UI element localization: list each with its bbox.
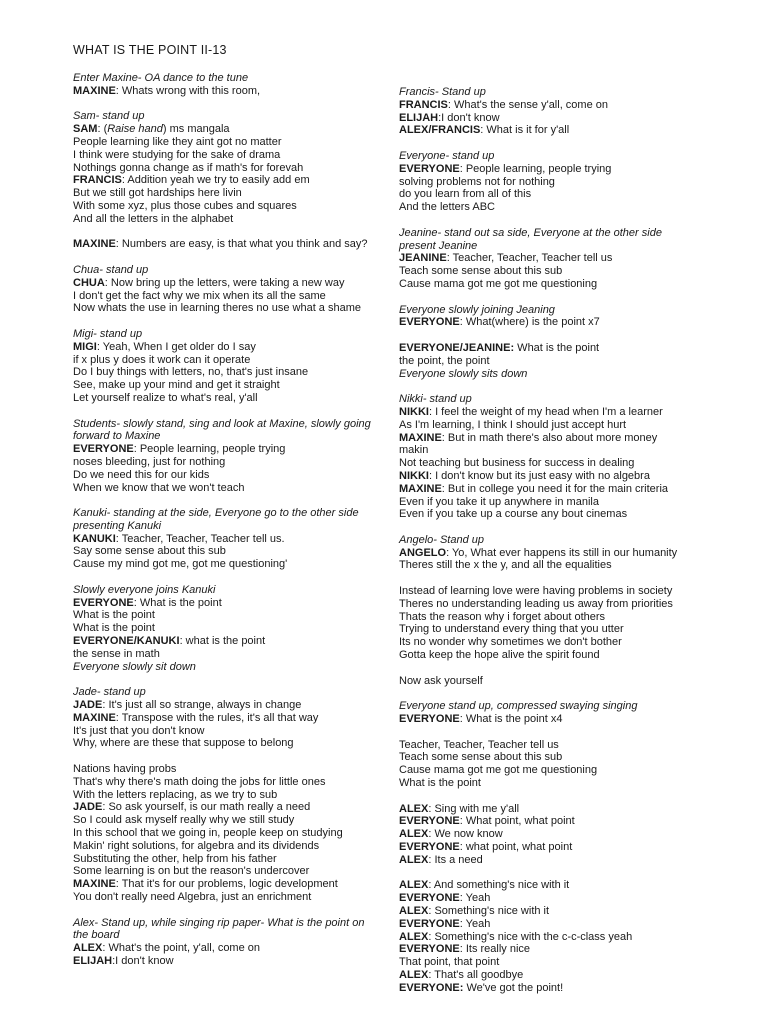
script-block	[73, 418, 373, 495]
dialogue-line	[399, 828, 699, 841]
stage-direction: Slowly everyone joins Kanuki	[73, 583, 216, 596]
dialogue-line	[73, 238, 373, 251]
speaker-name: JADE	[73, 801, 103, 814]
lyric-line: makin	[399, 444, 429, 457]
dialogue-text: : I don't know but its just easy with no algebra	[428, 469, 650, 482]
dialogue-text: : what point, what point	[459, 841, 573, 854]
speaker-name: NIKKI	[399, 469, 429, 482]
speaker-name: CHUA	[73, 276, 105, 289]
lyric-line: And all the letters in the alphabet	[73, 212, 234, 225]
lyric-line: if x plus y does it work can it operate	[73, 353, 251, 366]
script-block	[73, 763, 373, 904]
lyric-line: Cause mama got me got me questioning	[399, 764, 598, 777]
stage-direction: Everyone slowly joining Jeaning	[399, 303, 555, 316]
dialogue-text: : Yeah	[459, 892, 491, 905]
dialogue-line	[399, 943, 699, 956]
script-block	[399, 393, 699, 521]
dialogue-line	[399, 931, 699, 944]
lyric-line: With the letters replacing, as we try to sub	[73, 788, 278, 801]
dialogue-line	[73, 955, 373, 968]
dialogue-line	[399, 547, 699, 560]
dialogue-text: : It's just all so strange, always in change	[102, 699, 302, 712]
dialogue-text: : We now know	[428, 828, 503, 841]
speaker-name: MAXINE	[73, 238, 116, 251]
lyric-line: Thats the reason why i forget about others	[399, 610, 606, 623]
dialogue-text: : Yeah, When I get older do I say	[96, 340, 256, 353]
dialogue-line	[399, 112, 699, 125]
lyric-line: Instead of learning love were having problems in society	[399, 585, 673, 598]
dialogue-line	[73, 699, 373, 712]
speaker-name: SAM	[73, 123, 98, 136]
lyric-line: I think were studying for the sake of drama	[73, 148, 281, 161]
lyric-line: Say some sense about this sub	[73, 545, 226, 558]
speaker-name: EVERYONE:	[399, 981, 464, 994]
lyric-line: Now ask yourself	[399, 674, 483, 687]
dialogue-text: : But in math there's also about more money	[441, 431, 658, 444]
dialogue-line	[73, 341, 373, 354]
stage-direction: Chua- stand up	[73, 263, 149, 276]
script-block	[399, 150, 699, 214]
stage-direction: Francis- Stand up	[399, 86, 486, 98]
lyric-line: Some learning is on but the reason's undercover	[73, 865, 310, 878]
dialogue-text: : Sing with me y'all	[428, 802, 520, 815]
dialogue-text: : What is the point	[133, 596, 222, 609]
dialogue-line	[73, 443, 373, 456]
dialogue-line	[73, 597, 373, 610]
lyric-line: When we know that we won't teach	[73, 481, 245, 494]
dialogue-line	[399, 470, 699, 483]
speaker-name: EVERYONE	[399, 892, 460, 905]
dialogue-line	[73, 533, 373, 546]
dialogue-text: : Now bring up the letters, were taking a new way	[104, 276, 345, 289]
dialogue-line	[73, 635, 373, 648]
lyric-line: Why, where are these that suppose to belong	[73, 737, 294, 750]
lyric-line: See, make up your mind and get it straight	[73, 379, 280, 392]
speaker-name: ELIJAH	[399, 111, 439, 124]
dialogue-line	[399, 124, 699, 137]
dialogue-text: : But in college you need it for the main criteria	[441, 482, 669, 495]
lyric-line: But we still got hardships here livin	[73, 187, 242, 200]
speaker-name: MAXINE	[73, 711, 116, 724]
dialogue-text: : What's the sense y'all, come on	[447, 98, 608, 111]
dialogue-line	[399, 815, 699, 828]
script-block	[399, 227, 699, 291]
dialogue-text: : Transpose with the rules, it's all that way	[115, 711, 319, 724]
speaker-name: MIGI	[73, 340, 97, 353]
dialogue-text: : Whats wrong with this room,	[115, 84, 261, 97]
speaker-name: ALEX	[399, 802, 429, 815]
dialogue-text: : what is the point	[179, 635, 266, 648]
speaker-name: EVERYONE	[399, 841, 460, 854]
lyric-line: Substituting the other, help from his father	[73, 852, 277, 865]
dialogue-text: : What(where) is the point x7	[459, 316, 600, 329]
inline-direction: Raise hand	[107, 123, 163, 136]
dialogue-text: : What is it for y'all	[480, 124, 570, 137]
dialogue-line	[399, 406, 699, 419]
dialogue-text: : Yo, What ever happens its still in our humanity	[446, 546, 678, 559]
speaker-name: JADE	[73, 699, 103, 712]
dialogue-text: : What point, what point	[459, 815, 575, 828]
dialogue-line	[73, 85, 373, 98]
dialogue-line	[399, 803, 699, 816]
lyric-line: Trying to understand every thing that you utter	[399, 623, 624, 636]
dialogue-text: We've got the point!	[463, 981, 564, 994]
lyric-line: Its no wonder why sometimes we don't bother	[399, 636, 622, 649]
dialogue-text: :I don't know	[438, 111, 500, 124]
script-block	[399, 879, 699, 994]
speaker-name: FRANCIS	[399, 98, 448, 111]
speaker-name: ALEX	[399, 905, 429, 917]
lyric-line: People learning like they aint got no matter	[73, 135, 282, 148]
dialogue-line	[399, 342, 699, 355]
dialogue-text: : Addition yeah we try to easily add em	[121, 174, 310, 187]
dialogue-line	[399, 483, 699, 496]
speaker-name: EVERYONE	[73, 443, 134, 456]
speaker-name: MAXINE	[399, 431, 442, 444]
script-block	[399, 534, 699, 572]
lyric-line: You don't really need Algebra, just an enrichment	[73, 891, 312, 903]
dialogue-line	[73, 174, 373, 187]
dialogue-line	[399, 879, 699, 892]
dialogue-line	[399, 252, 699, 265]
speaker-name: EVERYONE	[399, 943, 460, 956]
script-block	[399, 739, 699, 790]
lyric-line: Theres no understanding leading us away from priorities	[399, 597, 673, 610]
script-block	[399, 700, 699, 726]
dialogue-text: ) ms mangala	[162, 123, 230, 136]
stage-direction: Everyone- stand up	[399, 149, 495, 162]
dialogue-text: : Something's nice with it	[428, 905, 550, 917]
script-block	[73, 686, 373, 750]
dialogue-text: : I feel the weight of my head when I'm a learner	[428, 405, 663, 418]
page-title: WHAT IS THE POINT II-13	[73, 43, 227, 57]
speaker-name: NIKKI	[399, 405, 429, 418]
dialogue-line	[73, 277, 373, 290]
lyric-line: Teach some sense about this sub	[399, 265, 563, 278]
speaker-name: ALEX	[73, 942, 103, 955]
speaker-name: ALEX	[399, 930, 429, 943]
lyric-line: do you learn from all of this	[399, 188, 532, 201]
lyric-line: Nothings gonna change as if math's for forevah	[73, 161, 304, 174]
speaker-name: EVERYONE	[73, 596, 134, 609]
dialogue-line	[73, 801, 373, 814]
speaker-name: ALEX/FRANCIS	[399, 124, 481, 137]
lyric-line: What is the point	[399, 777, 481, 790]
speaker-name: MAXINE	[399, 482, 442, 495]
dialogue-prefix: : (	[97, 123, 108, 136]
dialogue-line	[399, 841, 699, 854]
lyric-line: That point, that point	[399, 956, 500, 969]
lyric-line: Makin' right solutions, for algebra and its dividends	[73, 839, 320, 852]
speaker-name: EVERYONE	[399, 162, 460, 175]
dialogue-text: : Teacher, Teacher, Teacher tell us	[446, 252, 613, 265]
lyric-line: And the letters ABC	[399, 201, 495, 214]
lyric-line: That's why there's math doing the jobs for little ones	[73, 775, 326, 788]
speaker-name: ALEX	[399, 828, 429, 841]
stage-direction: Alex- Stand up, while singing rip paper- What is the point on the board	[73, 916, 365, 942]
dialogue-line	[399, 854, 699, 867]
lyric-line: Even if you take up a course any bout cinemas	[399, 508, 628, 521]
lyric-line: Cause my mind got me, got me questioning'	[73, 558, 288, 571]
dialogue-text: : What is the point x4	[459, 713, 563, 726]
stage-direction: Sam- stand up	[73, 110, 145, 123]
dialogue-text: : Something's nice with the c-c-class yeah	[428, 930, 633, 943]
dialogue-line	[399, 905, 699, 918]
lyric-line: What is the point	[73, 609, 155, 622]
dialogue-line	[399, 982, 699, 995]
right-column	[399, 86, 699, 1007]
lyric-line: So I could ask myself really why we still study	[73, 814, 295, 827]
stage-direction: Students- slowly stand, sing and look at Maxine, slowly going forward to Maxine	[73, 417, 371, 443]
speaker-name: KANUKI	[73, 532, 116, 545]
lyric-line: Theres still the x the y, and all the equalities	[399, 559, 612, 572]
lyric-line: What is the point	[73, 622, 155, 635]
lyric-line: In this school that we going in, people keep on studying	[73, 827, 343, 840]
lyric-line: Cause mama got me got me questioning	[399, 277, 598, 290]
stage-direction: Migi- stand up	[73, 327, 143, 340]
script-block	[73, 507, 373, 571]
speaker-name: MAXINE	[73, 878, 116, 891]
script-block	[399, 304, 699, 330]
lyric-line: Not teaching but business for success in dealing	[399, 457, 635, 470]
dialogue-text: What is the point	[514, 341, 600, 354]
speaker-name: EVERYONE	[399, 917, 460, 930]
dialogue-text: : And something's nice with it	[428, 879, 570, 892]
script-block	[73, 917, 373, 968]
dialogue-text: : Its really nice	[459, 943, 531, 956]
dialogue-line	[399, 969, 699, 982]
lyric-line: Gotta keep the hope alive the spirit found	[399, 649, 600, 662]
dialogue-line	[399, 713, 699, 726]
lyric-line: Teach some sense about this sub	[399, 751, 563, 764]
lyric-line: Do I buy things with letters, no, that's just insane	[73, 366, 309, 379]
dialogue-line	[73, 942, 373, 955]
speaker-name: ANGELO	[399, 546, 447, 559]
script-block	[73, 110, 373, 225]
lyric-line: Do we need this for our kids	[73, 468, 210, 481]
lyric-line: I don't get the fact why we mix when its all the same	[73, 289, 326, 302]
lyric-line: Even if you take it up anywhere in manila	[399, 495, 599, 508]
dialogue-line	[73, 878, 373, 891]
dialogue-text: : Numbers are easy, is that what you think and say?	[115, 238, 368, 251]
stage-direction: Jeanine- stand out sa side, Everyone at the other side present Jeanine	[399, 226, 662, 252]
lyric-line: Teacher, Teacher, Teacher tell us	[399, 738, 559, 751]
lyric-line: Nations having probs	[73, 763, 177, 776]
lyric-line: It's just that you don't know	[73, 724, 205, 737]
stage-direction: Enter Maxine- OA dance to the tune	[73, 72, 249, 84]
script-block	[399, 585, 699, 662]
speaker-name: JEANINE	[399, 252, 447, 265]
dialogue-text: : Its a need	[428, 853, 483, 866]
script-block	[399, 86, 699, 137]
dialogue-line	[399, 316, 699, 329]
dialogue-text: : People learning, people trying	[133, 443, 286, 456]
lyric-line: As I'm learning, I think I should just accept hurt	[399, 418, 627, 431]
script-block	[73, 328, 373, 405]
dialogue-text: : People learning, people trying	[459, 162, 612, 175]
script-block	[73, 584, 373, 674]
dialogue-text: : That it's for our problems, logic development	[115, 878, 338, 891]
dialogue-line	[399, 918, 699, 931]
lyric-line: the sense in math	[73, 647, 160, 660]
dialogue-line	[399, 432, 699, 445]
dialogue-line	[399, 99, 699, 112]
lyric-line: the point, the point	[399, 354, 490, 367]
lyric-line: Now whats the use in learning theres no use what a shame	[73, 302, 361, 315]
stage-direction: Nikki- stand up	[399, 393, 472, 406]
dialogue-text: :I don't know	[112, 954, 174, 967]
speaker-name: MAXINE	[73, 84, 116, 97]
stage-direction: Jade- stand up	[73, 686, 146, 699]
speaker-name: ELIJAH	[73, 954, 113, 967]
dialogue-line	[399, 892, 699, 905]
dialogue-text: : So ask yourself, is our math really a need	[102, 801, 311, 814]
dialogue-text: : Teacher, Teacher, Teacher tell us.	[115, 532, 285, 545]
lyric-line: noses bleeding, just for nothing	[73, 455, 226, 468]
script-block	[73, 238, 373, 251]
script-block	[73, 264, 373, 315]
script-block	[399, 675, 699, 688]
dialogue-text: : Yeah	[459, 917, 491, 930]
stage-direction: Angelo- Stand up	[399, 533, 485, 546]
left-column	[73, 72, 373, 981]
lyric-line: Let yourself realize to what's real, y'all	[73, 391, 258, 404]
dialogue-text: : That's all goodbye	[428, 968, 524, 981]
speaker-name: EVERYONE	[399, 316, 460, 329]
stage-direction: Kanuki- standing at the side, Everyone go to the other side presenting Kanuki	[73, 507, 359, 532]
speaker-name: EVERYONE/KANUKI	[73, 635, 180, 648]
script-block	[73, 72, 373, 98]
speaker-name: ALEX	[399, 968, 429, 981]
dialogue-line	[399, 163, 699, 176]
dialogue-line	[73, 712, 373, 725]
dialogue-line	[73, 123, 373, 136]
speaker-name: EVERYONE	[399, 713, 460, 726]
lyric-line: With some xyz, plus those cubes and squares	[73, 199, 297, 212]
stage-direction: Everyone slowly sits down	[399, 367, 528, 380]
stage-direction: Everyone slowly sit down	[73, 660, 196, 673]
speaker-name: FRANCIS	[73, 174, 122, 187]
script-block	[399, 342, 699, 380]
lyric-line: solving problems not for nothing	[399, 175, 555, 188]
speaker-name: EVERYONE	[399, 815, 460, 828]
stage-direction: Everyone stand up, compressed swaying singing	[399, 700, 638, 713]
script-block	[399, 803, 699, 867]
dialogue-text: : What's the point, y'all, come on	[102, 942, 261, 955]
speaker-name: ALEX	[399, 853, 429, 866]
speaker-name: EVERYONE/JEANINE:	[399, 341, 515, 354]
speaker-name: ALEX	[399, 879, 429, 892]
